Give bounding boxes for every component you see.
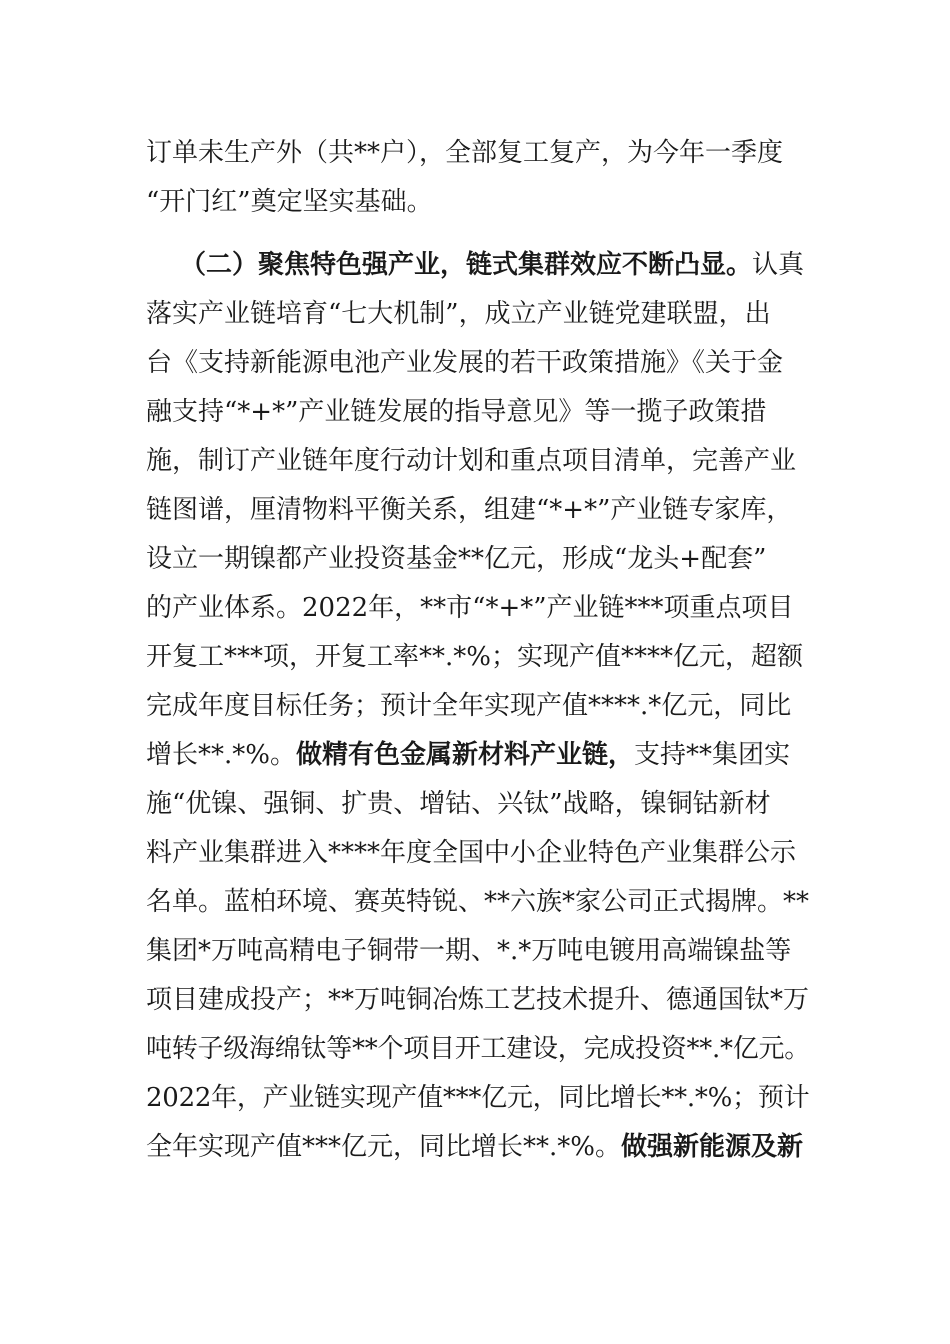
text-line — [146, 980, 816, 1020]
text-line — [146, 133, 816, 173]
bold-lead-phrase: 做强新能源及新 — [620, 1132, 803, 1162]
text-run: 设立一期镍都产业投资基金**亿元，形成“龙头+配套” — [146, 544, 767, 574]
text-line — [146, 294, 816, 334]
text-run: 全年实现产值***亿元，同比增长**.*%。 — [146, 1132, 621, 1162]
text-run: 完成年度目标任务；预计全年实现产值****.*亿元，同比 — [146, 691, 792, 721]
text-run: 订单未生产外（共**户），全部复工复产，为今年一季度 — [146, 138, 784, 168]
text-line — [146, 1078, 816, 1118]
text-run: 增长**.*%。 — [146, 740, 296, 770]
text-run: 施“优镍、强铜、扩贵、增钴、兴钛”战略，镍铜钴新材 — [146, 789, 771, 819]
text-line — [146, 833, 816, 873]
text-line — [146, 441, 816, 481]
text-line — [146, 539, 816, 579]
text-line — [146, 392, 816, 432]
text-line — [146, 490, 816, 530]
text-line — [146, 588, 816, 628]
text-run: 集团*万吨高精电子铜带一期、*.*万吨电镀用高端镍盐等 — [146, 936, 792, 966]
text-line — [146, 637, 816, 677]
text-run: 开复工***项，开复工率**.*%；实现产值****亿元，超额 — [146, 642, 803, 672]
text-run: 名单。蓝柏环境、赛英特锐、**六族*家公司正式揭牌。** — [146, 887, 810, 917]
text-run: 吨转子级海绵钛等**个项目开工建设，完成投资**.*亿元。 — [146, 1034, 811, 1064]
text-run: 施，制订产业链年度行动计划和重点项目清单，完善产业 — [146, 446, 797, 476]
text-run: 的产业体系。2022年，**市“*+*”产业链***项重点项目 — [146, 593, 794, 623]
text-line — [146, 686, 816, 726]
text-line — [146, 1127, 816, 1167]
text-run: 支持**集团实 — [634, 740, 791, 770]
text-run: 项目建成投产；**万吨铜冶炼工艺技术提升、德通国钛*万 — [146, 985, 810, 1015]
text-run: 认真 — [752, 250, 805, 280]
text-line — [146, 931, 816, 971]
text-run: 链图谱，厘清物料平衡关系，组建“*+*”产业链专家库， — [146, 495, 793, 525]
text-run: “开门红”奠定坚实基础。 — [146, 187, 433, 217]
text-line — [146, 784, 816, 824]
text-run: 料产业集群进入****年度全国中小企业特色产业集群公示 — [146, 838, 797, 868]
text-run: 2022年，产业链实现产值***亿元，同比增长**.*%；预计 — [146, 1083, 810, 1113]
text-run: 落实产业链培育“七大机制”，成立产业链党建联盟，出 — [146, 299, 771, 329]
section-heading: （二）聚焦特色强产业，链式集群效应不断凸显。 — [180, 250, 753, 280]
text-line — [146, 182, 816, 222]
text-line — [146, 735, 816, 775]
section-heading-line — [180, 245, 816, 285]
text-run: 融支持“*+*”产业链发展的指导意见》等一揽子政策措 — [146, 397, 767, 427]
text-line — [146, 1029, 816, 1069]
bold-lead-phrase: 做精有色金属新材料产业链， — [295, 740, 634, 770]
text-run: 台《支持新能源电池产业发展的若干政策措施》《关于金 — [146, 348, 784, 378]
text-line — [146, 343, 816, 383]
text-line — [146, 882, 816, 922]
